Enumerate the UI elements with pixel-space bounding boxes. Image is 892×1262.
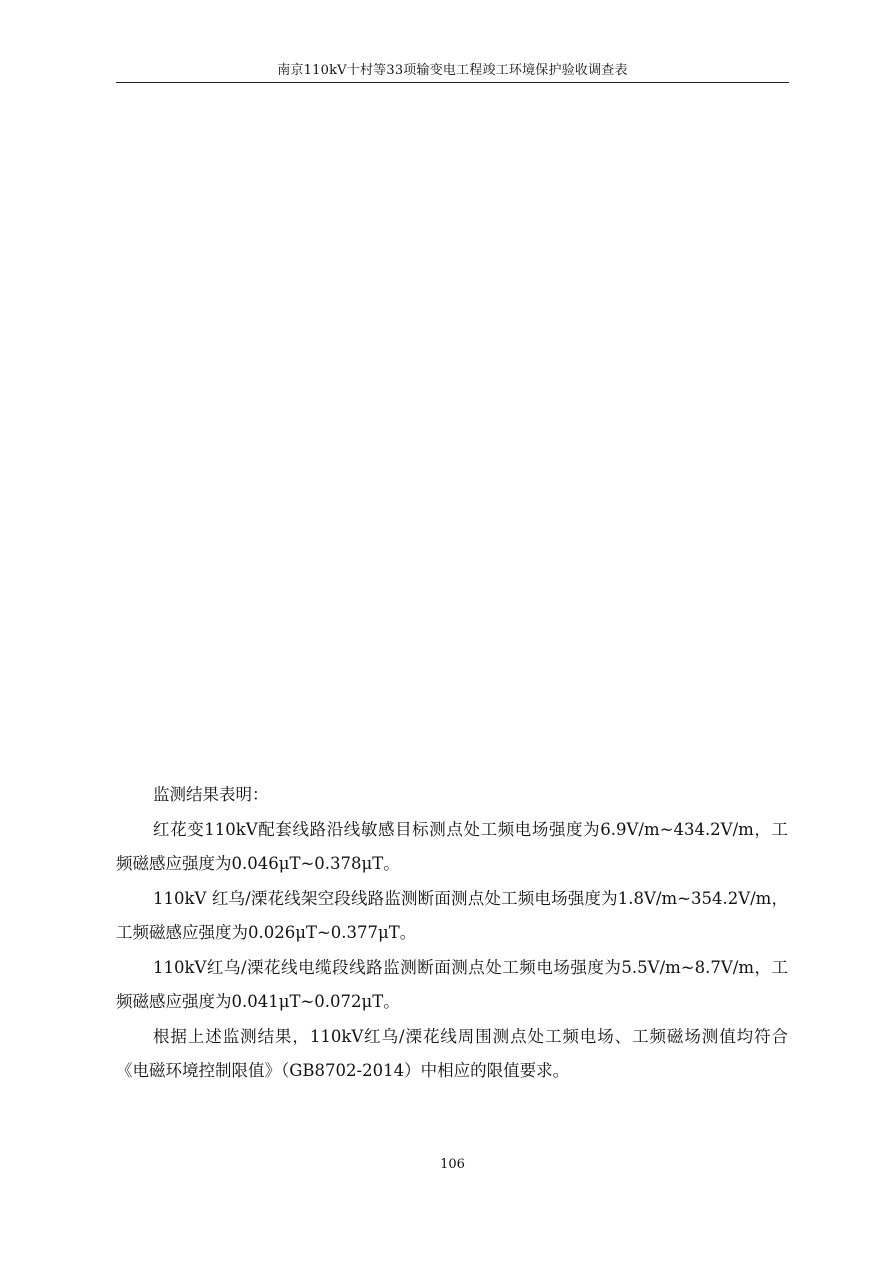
results-paragraph-overhead: 110kV 红乌/溧花线架空段线路监测断面测点处工频电场强度为1.8V/m~354.2V/m，工频磁感应强度为0.026μT~0.377μT。	[116, 888, 788, 942]
results-paragraph-cable: 110kV红乌/溧花线电缆段线路监测断面测点处工频电场强度为5.5V/m~8.7V/m，工频磁感应强度为0.041μT~0.072μT。	[116, 957, 788, 1011]
results-conclusion: 根据上述监测结果，110kV红乌/溧花线周围测点处工频电场、工频磁场测值均符合《电磁环境控制限值》（GB8702-2014）中相应的限值要求。	[116, 1026, 788, 1080]
page-number: 106	[440, 1157, 465, 1172]
page-header-title: 南京110kV十村等33项输变电工程竣工环境保护验收调查表	[277, 63, 628, 78]
results-paragraph-honghua: 红花变110kV配套线路沿线敏感目标测点处工频电场强度为6.9V/m~434.2V/m，工频磁感应强度为0.046μT~0.378μT。	[116, 819, 788, 873]
header-divider	[116, 82, 789, 83]
monitoring-results-text	[116, 778, 788, 1089]
results-intro: 监测结果表明：	[153, 785, 269, 804]
